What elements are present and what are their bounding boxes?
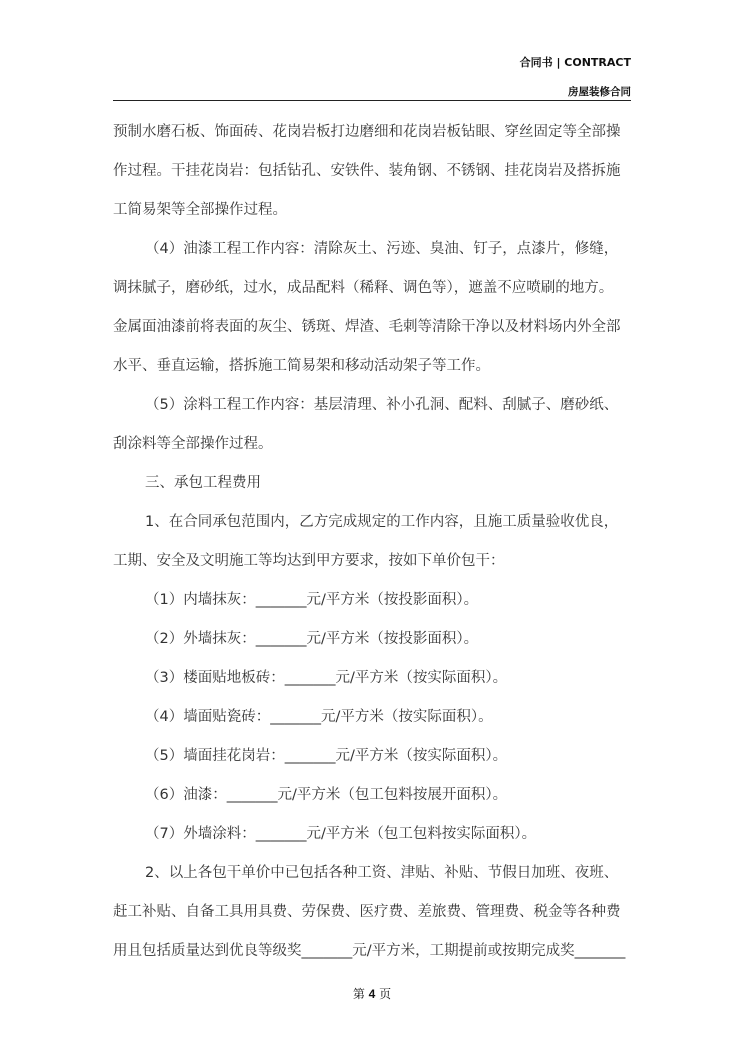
price-item: （4）墙面贴瓷砖：_______元/平方米（按实际面积）。 — [145, 709, 493, 725]
paragraph-line: 刮涂料等全部操作过程。 — [113, 436, 273, 452]
paragraph-line: 金属面油漆前将表面的灰尘、锈斑、焊渣、毛刺等清除干净以及材料场内外全部 — [113, 319, 621, 335]
header-title: 合同书 | CONTRACT — [519, 56, 631, 69]
paragraph-line: （5）涂料工程工作内容：基层清理、补小孔洞、配料、刮腻子、磨砂纸、 — [145, 397, 619, 413]
page-prefix: 第 — [352, 987, 365, 1001]
header-subtitle: 房屋装修合同 — [568, 86, 631, 98]
price-item: （7）外墙涂料：_______元/平方米（包工包料按实际面积）。 — [145, 826, 537, 842]
paragraph-line: 用且包括质量达到优良等级奖_______元/平方米，工期提前或按期完成奖_______ — [113, 943, 626, 959]
paragraph-line: 工期、安全及文明施工等均达到甲方要求，按如下单价包干： — [113, 553, 505, 569]
price-item: （5）墙面挂花岗岩：_______元/平方米（按实际面积）。 — [145, 748, 508, 764]
price-item: （3）楼面贴地板砖：_______元/平方米（按实际面积）。 — [145, 670, 508, 686]
paragraph-line: 作过程。干挂花岗岩：包括钻孔、安铁件、装角钢、不锈钢、挂花岗岩及搭拆施 — [113, 163, 621, 179]
document-body — [113, 114, 633, 972]
paragraph-line: （4）油漆工程工作内容：清除灰土、污迹、臭油、钉子，点漆片，修缝， — [145, 241, 619, 257]
price-item: （1）内墙抹灰：_______元/平方米（按投影面积）。 — [145, 592, 479, 608]
page-footer — [0, 985, 744, 1002]
page-suffix: 页 — [379, 987, 392, 1001]
paragraph-line: 水平、垂直运输，搭拆施工简易架和移动活动架子等工作。 — [113, 358, 490, 374]
paragraph-line: 调抹腻子，磨砂纸，过水，成品配料（稀释、调色等），遮盖不应喷刷的地方。 — [113, 280, 614, 296]
header-divider — [113, 100, 631, 101]
paragraph-line: 2、以上各包干单价中已包括各种工资、津贴、补贴、节假日加班、夜班、 — [145, 865, 619, 881]
paragraph-line: 1、在合同承包范围内，乙方完成规定的工作内容，且施工质量验收优良， — [145, 514, 619, 530]
page-number: 4 — [368, 987, 376, 1001]
paragraph-line: 赶工补贴、自备工具用具费、劳保费、医疗费、差旅费、管理费、税金等各种费 — [113, 904, 621, 920]
paragraph-line: 工简易架等全部操作过程。 — [113, 202, 287, 218]
price-item: （6）油漆：_______元/平方米（包工包料按展开面积）。 — [145, 787, 508, 803]
price-item: （2）外墙抹灰：_______元/平方米（按投影面积）。 — [145, 631, 479, 647]
section-heading: 三、承包工程费用 — [145, 475, 261, 491]
paragraph-line: 预制水磨石板、饰面砖、花岗岩板打边磨细和花岗岩板钻眼、穿丝固定等全部操 — [113, 124, 621, 140]
